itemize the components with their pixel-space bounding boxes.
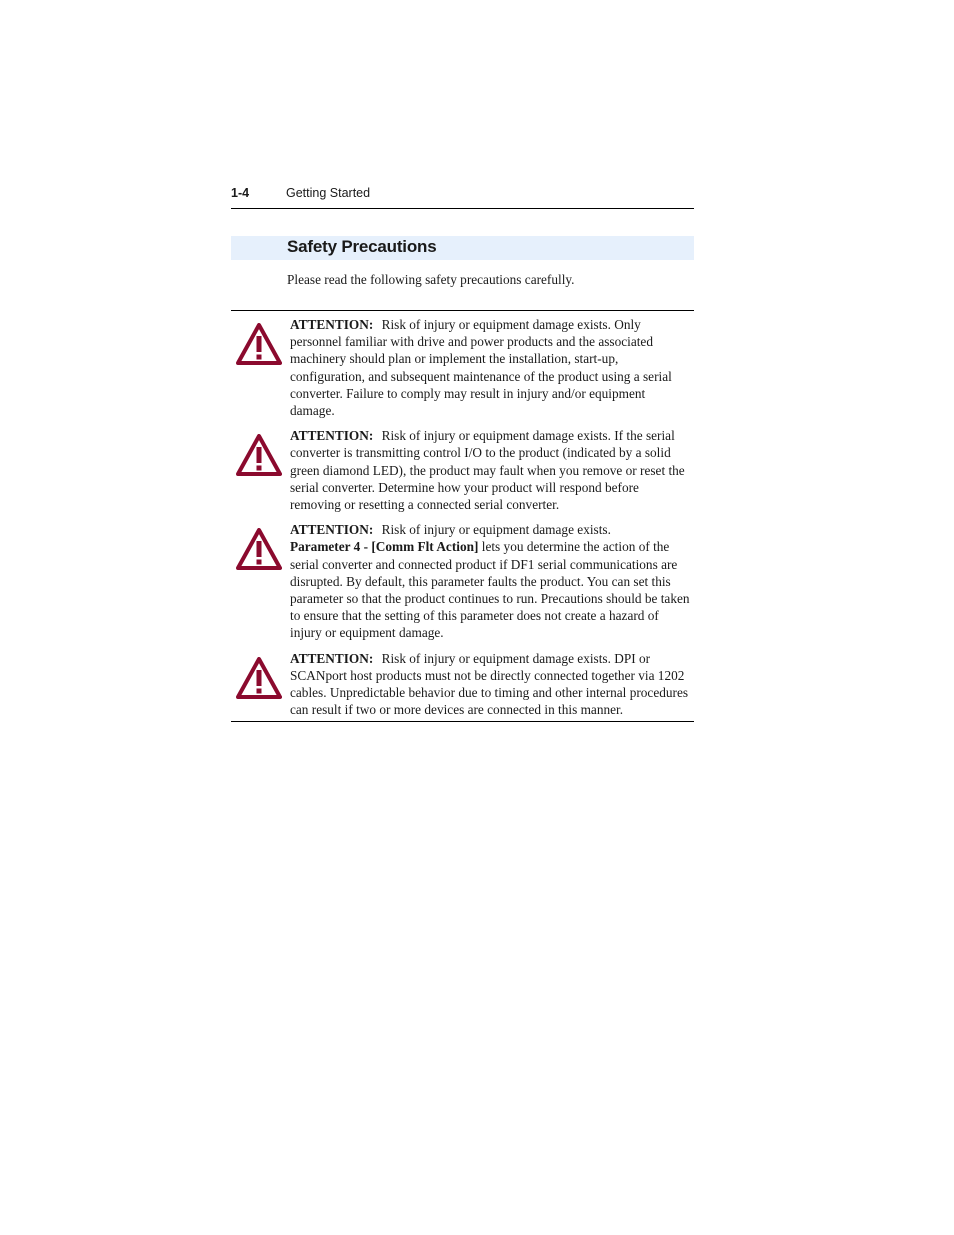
attention-label: ATTENTION: <box>290 650 374 666</box>
warning-triangle-icon <box>231 650 290 719</box>
attention-text <box>290 316 694 419</box>
attention-label: ATTENTION: <box>290 428 374 444</box>
warning-triangle-icon <box>231 316 290 419</box>
parameter-reference: Parameter 4 - [Comm Flt Action] <box>290 539 479 555</box>
attention-notice <box>231 650 694 719</box>
attention-label: ATTENTION: <box>290 522 374 538</box>
attention-text <box>290 521 694 641</box>
attention-label: ATTENTION: <box>290 317 374 332</box>
page-number: 1-4 <box>231 186 250 200</box>
intro-paragraph: Please read the following safety precautions carefully. <box>287 272 575 287</box>
attention-notice <box>231 316 694 419</box>
attention-text <box>290 427 694 513</box>
attention-body: Risk of injury or equipment damage exists. Only personnel familiar with drive and power products and the associated machinery should plan or implement the installation, start-up, configuration, and subsequent maintenance of the product using a serial converter. Failure to comply may result in injury and/or equipment damage. <box>290 317 672 419</box>
attention-notice <box>231 427 694 513</box>
attention-body: Risk of injury or equipment damage exists. DPI or SCANport host products must not be directly connected together via 1202 cables. Unpredictable behavior due to timing and other internal procedures can result if two or more devices are connected in this manner. <box>290 650 689 718</box>
warning-triangle-icon <box>231 521 290 641</box>
section-heading-band <box>231 236 694 260</box>
section-title: Safety Precautions <box>287 237 437 256</box>
attention-text <box>290 650 694 719</box>
running-title: Getting Started <box>286 186 371 200</box>
warning-triangle-icon <box>231 427 290 513</box>
attention-body: Risk of injury or equipment damage exists. If the serial converter is transmitting control I/O to the product (indicated by a solid green diamond LED), the product may fault when you remove or reset the serial converter. Determine how your product will respond before removing or resetting a connected serial converter. <box>290 428 685 513</box>
page-header <box>231 184 694 209</box>
attention-body: Risk of injury or equipment damage exists. <box>381 522 611 538</box>
attention-notice <box>231 521 694 641</box>
attention-notices <box>231 310 694 722</box>
attention-body-continued: lets you determine the action of the serial converter and connected product if DF1 serial communications are disrupted. By default, this parameter faults the product. You can set this parameter so that the product continues to run. Precautions should be taken to ensure that the setting of this parameter does not create a hazard of injury or equipment damage. <box>290 539 690 641</box>
